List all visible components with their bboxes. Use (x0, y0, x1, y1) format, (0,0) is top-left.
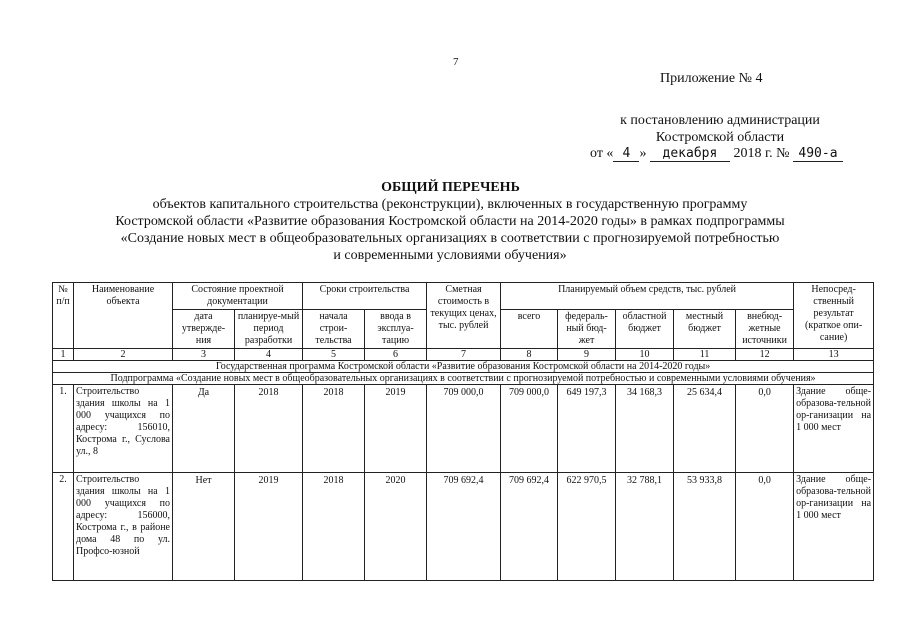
row-result: Здание обще-образова-тельной ор-ганизации на 1 000 мест (794, 385, 874, 473)
col-number: 2 (74, 349, 173, 361)
header-name: Наименование объекта (74, 283, 173, 349)
table-row (53, 385, 874, 473)
row-local: 25 634,4 (674, 385, 736, 473)
col-number: 12 (736, 349, 794, 361)
header-doc-planned: планируе-мый период разработки (235, 310, 303, 349)
row-total: 709 000,0 (501, 385, 558, 473)
row-planned: 2018 (235, 385, 303, 473)
row-regional: 32 788,1 (616, 473, 674, 581)
header-fund-local: местный бюджет (674, 310, 736, 349)
header-fund-regional: областной бюджет (616, 310, 674, 349)
program-row: Государственная программа Костромской области «Развитие образования Костромской области на 2014-2020 годы» (53, 361, 874, 373)
col-number: 10 (616, 349, 674, 361)
col-number: 6 (365, 349, 427, 361)
date-quote-close: » (639, 146, 647, 161)
row-num: 1. (53, 385, 74, 473)
objects-table (52, 282, 874, 581)
row-local: 53 933,8 (674, 473, 736, 581)
row-name: Строительство здания школы на 1 000 учащихся по адресу: 156000, Кострома г., в районе дома 48 по ул. Профсо-юзной (74, 473, 173, 581)
row-name: Строительство здания школы на 1 000 учащихся по адресу: 156010, Кострома г., Суслова ул., 8 (74, 385, 173, 473)
decree-line-2: Костромской области (655, 130, 785, 145)
header-funding: Планируемый объем средств, тыс. рублей (501, 283, 794, 310)
header-doc-approved: дата утвержде-ния (173, 310, 235, 349)
col-number: 11 (674, 349, 736, 361)
subtitle-line-2: Костромской области «Развитие образования Костромской области на 2014-2020 годы» в рамках подпрограммы (115, 214, 785, 229)
table-row (53, 473, 874, 581)
decree-year: 2018 г. № (733, 146, 790, 161)
row-regional: 34 168,3 (616, 385, 674, 473)
header-constr-commission: ввода в эксплуа-тацию (365, 310, 427, 349)
decree-date-line (590, 146, 843, 162)
row-result: Здание обще-образова-тельной ор-ганизации на 1 000 мест (794, 473, 874, 581)
row-start: 2018 (303, 385, 365, 473)
header-num: № п/п (53, 283, 74, 349)
header-result: Непосред-ственный результат (краткое опи-сание) (794, 283, 874, 349)
row-approved: Нет (173, 473, 235, 581)
header-doc-state: Состояние проектной документации (173, 283, 303, 310)
decree-number: 490-а (793, 147, 843, 162)
col-number: 8 (501, 349, 558, 361)
col-number: 4 (235, 349, 303, 361)
col-number: 7 (427, 349, 501, 361)
decree-month: декабря (650, 147, 730, 162)
subtitle-line-4: и современными условиями обучения» (333, 248, 567, 263)
header-fund-total: всего (501, 310, 558, 349)
row-cost: 709 000,0 (427, 385, 501, 473)
date-prefix: от « (590, 146, 614, 161)
subprogram-row: Подпрограмма «Создание новых мест в общеобразовательных организациях в соответствии с прогнозируемой потребностью и современными условиями обучения» (53, 373, 874, 385)
col-number: 5 (303, 349, 365, 361)
col-number: 1 (53, 349, 74, 361)
row-federal: 622 970,5 (558, 473, 616, 581)
row-commission: 2020 (365, 473, 427, 581)
row-commission: 2019 (365, 385, 427, 473)
document-title: ОБЩИЙ ПЕРЕЧЕНЬ (381, 180, 520, 195)
header-fund-extra: внебюд-жетные источники (736, 310, 794, 349)
document-subtitle (60, 196, 840, 264)
subtitle-line-1: объектов капитального строительства (реконструкции), включенных в государственную программу (152, 197, 748, 212)
row-extra: 0,0 (736, 473, 794, 581)
appendix-label: Приложение № 4 (660, 71, 763, 86)
row-approved: Да (173, 385, 235, 473)
header-cost: Сметная стоимость в текущих ценах, тыс. рублей (427, 283, 501, 349)
col-number: 13 (794, 349, 874, 361)
decree-reference (575, 112, 865, 146)
decree-line-1: к постановлению администрации (620, 113, 820, 128)
col-number: 3 (173, 349, 235, 361)
header-fund-federal: федераль-ный бюд-жет (558, 310, 616, 349)
header-construction: Сроки строительства (303, 283, 427, 310)
row-federal: 649 197,3 (558, 385, 616, 473)
page-number: 7 (453, 56, 459, 68)
row-total: 709 692,4 (501, 473, 558, 581)
row-start: 2018 (303, 473, 365, 581)
col-number: 9 (558, 349, 616, 361)
row-num: 2. (53, 473, 74, 581)
subtitle-line-3: «Создание новых мест в общеобразовательных организациях в соответствии с прогнозируемой потребностью (120, 231, 780, 246)
header-constr-start: начала строи-тельства (303, 310, 365, 349)
decree-day: 4 (613, 147, 639, 162)
row-planned: 2019 (235, 473, 303, 581)
row-cost: 709 692,4 (427, 473, 501, 581)
row-extra: 0,0 (736, 385, 794, 473)
